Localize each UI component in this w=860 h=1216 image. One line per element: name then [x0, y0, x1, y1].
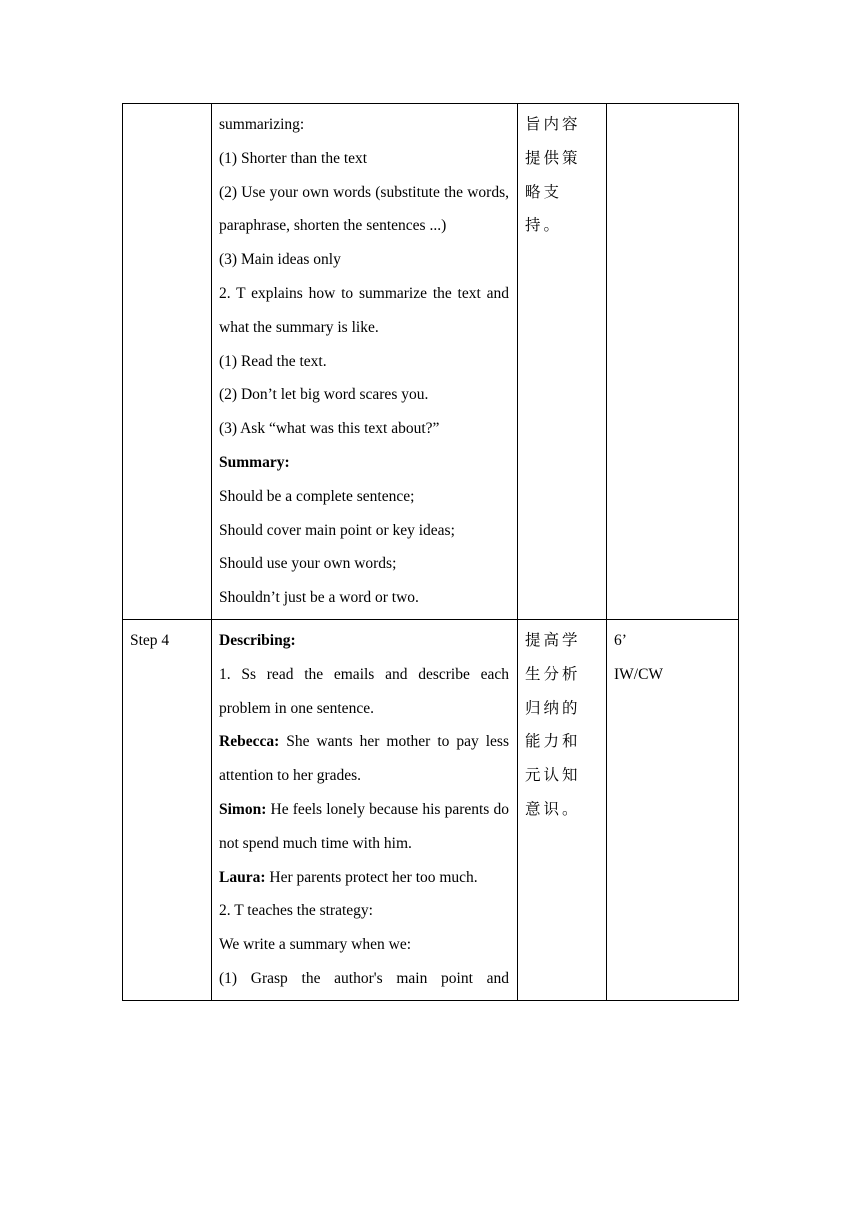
- content-line: We write a summary when we:: [219, 936, 412, 954]
- content-line: summarizing:: [219, 116, 305, 133]
- simon-name: Simon:: [219, 800, 267, 818]
- simon-text: He feels lonely because his parents do not spend much time with him.: [219, 800, 509, 852]
- laura-name: Laura:: [219, 868, 266, 886]
- summary-heading: Summary:: [219, 453, 290, 471]
- content-line: (2) Use your own words (substitute the words, paraphrase, shorten the sentences ...): [219, 183, 509, 235]
- content-line: (1) Shorter than the text: [219, 149, 368, 167]
- purpose-cell: 旨内容提供策略支持。: [518, 104, 607, 620]
- content-line: (3) Main ideas only: [219, 251, 341, 269]
- content-cell: [212, 104, 518, 620]
- content-line: 2. T explains how to summarize the text and what the summary is like.: [219, 284, 509, 336]
- content-line: (1) Grasp the author's main point and: [219, 969, 509, 987]
- step-cell: Step 4: [123, 619, 212, 1000]
- table-row: [123, 619, 739, 1000]
- purpose-cell: 提高学生分析归纳的能力和元认知意识。: [518, 619, 607, 1000]
- content-line: 1. Ss read the emails and describe each problem in one sentence.: [219, 665, 509, 717]
- content-line: (2) Don’t let big word scares you.: [219, 386, 429, 404]
- laura-paragraph: [219, 861, 509, 895]
- rebecca-paragraph: [219, 725, 509, 793]
- content-line: Should be a complete sentence;: [219, 487, 415, 505]
- content-line: 2. T teaches the strategy:: [219, 902, 373, 920]
- time-cell: [607, 104, 739, 620]
- content-line: Shouldn’t just be a word or two.: [219, 589, 419, 607]
- interaction-mode: IW/CW: [614, 665, 664, 683]
- time-value: 6’: [614, 631, 627, 649]
- rebecca-text: She wants her mother to pay less attention to her grades.: [219, 733, 509, 785]
- describing-heading: Describing:: [219, 631, 296, 649]
- content-line: (1) Read the text.: [219, 352, 327, 370]
- content-line: Should cover main point or key ideas;: [219, 521, 455, 539]
- lesson-plan-table: [122, 103, 739, 1001]
- simon-paragraph: [219, 793, 509, 861]
- step-cell: [123, 104, 212, 620]
- content-cell: [212, 619, 518, 1000]
- laura-text: Her parents protect her too much.: [265, 868, 478, 886]
- table-row: [123, 104, 739, 620]
- time-cell: [607, 619, 739, 1000]
- content-line: Should use your own words;: [219, 555, 397, 573]
- content-line: (3) Ask “what was this text about?”: [219, 420, 440, 438]
- rebecca-name: Rebecca:: [219, 733, 280, 751]
